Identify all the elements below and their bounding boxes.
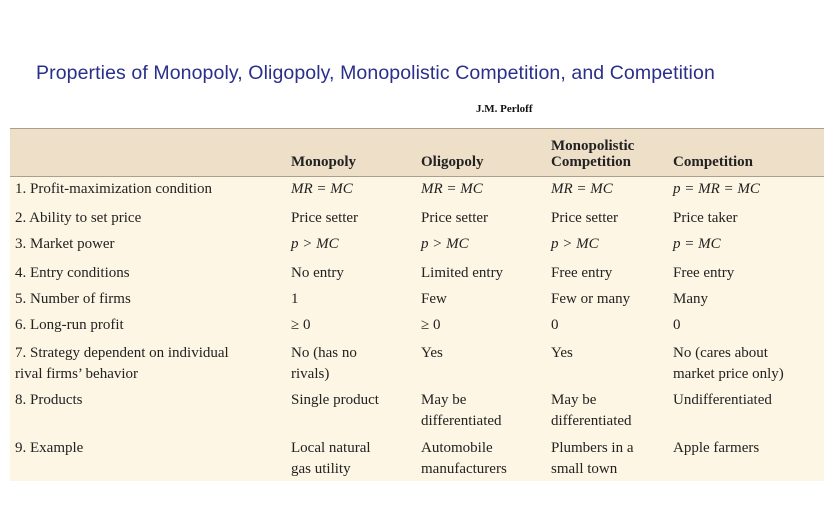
competition-value: p = MC bbox=[673, 236, 721, 252]
oligopoly-value: MR = MC bbox=[421, 181, 483, 197]
header-monopoly: Monopoly bbox=[291, 154, 357, 170]
header-competition: Competition bbox=[673, 154, 753, 170]
comparison-table bbox=[10, 128, 824, 481]
competition-value: Undifferentiated bbox=[673, 392, 772, 408]
oligopoly-value: Yes bbox=[421, 345, 443, 361]
table-header bbox=[10, 128, 824, 177]
monopoly-value: ≥ 0 bbox=[291, 317, 311, 333]
monopolistic-competition-value: May be differentiated bbox=[551, 392, 632, 429]
monopoly-value: p > MC bbox=[291, 236, 339, 252]
row-label: 6. Long-run profit bbox=[15, 317, 124, 333]
monopolistic-competition-value: MR = MC bbox=[551, 181, 613, 197]
competition-value: Many bbox=[673, 291, 708, 307]
monopoly-value: 1 bbox=[291, 291, 299, 307]
oligopoly-value: May be differentiated bbox=[421, 392, 502, 429]
row-label: 7. Strategy dependent on individual rival firms’ behavior bbox=[15, 345, 229, 382]
competition-value: No (cares about market price only) bbox=[673, 345, 784, 382]
monopoly-value: MR = MC bbox=[291, 181, 353, 197]
competition-value: Apple farmers bbox=[673, 440, 760, 456]
monopolistic-competition-value: Free entry bbox=[551, 265, 613, 281]
row-label: 9. Example bbox=[15, 440, 84, 456]
oligopoly-value: Price setter bbox=[421, 210, 489, 226]
oligopoly-value: p > MC bbox=[421, 236, 469, 252]
competition-value: 0 bbox=[673, 317, 681, 333]
monopoly-value: Price setter bbox=[291, 210, 359, 226]
monopolistic-competition-value: Few or many bbox=[551, 291, 631, 307]
monopolistic-competition-value: Price setter bbox=[551, 210, 619, 226]
oligopoly-value: Few bbox=[421, 291, 447, 307]
monopoly-value: Local natural gas utility bbox=[291, 440, 371, 477]
competition-value: p = MR = MC bbox=[673, 181, 760, 197]
oligopoly-value: Automobile manufacturers bbox=[421, 440, 507, 477]
monopolistic-competition-value: 0 bbox=[551, 317, 559, 333]
row-label: 3. Market power bbox=[15, 236, 115, 252]
row-label: 4. Entry conditions bbox=[15, 265, 130, 281]
oligopoly-value: ≥ 0 bbox=[421, 317, 441, 333]
monopolistic-competition-value: Yes bbox=[551, 345, 573, 361]
competition-value: Price taker bbox=[673, 210, 738, 226]
monopoly-value: No entry bbox=[291, 265, 344, 281]
competition-value: Free entry bbox=[673, 265, 735, 281]
row-label: 8. Products bbox=[15, 392, 83, 408]
header-monopolistic-competition: Monopolistic Competition bbox=[551, 138, 635, 170]
monopolistic-competition-value: Plumbers in a small town bbox=[551, 440, 634, 477]
oligopoly-value: Limited entry bbox=[421, 265, 504, 281]
row-label: 2. Ability to set price bbox=[15, 210, 142, 226]
header-oligopoly: Oligopoly bbox=[421, 154, 484, 170]
page-title: Properties of Monopoly, Oligopoly, Monopolistic Competition, and Competition bbox=[36, 62, 715, 84]
monopoly-value: No (has no rivals) bbox=[291, 345, 357, 382]
monopolistic-competition-value: p > MC bbox=[551, 236, 599, 252]
row-label: 1. Profit-maximization condition bbox=[15, 181, 213, 197]
monopoly-value: Single product bbox=[291, 392, 379, 408]
author-credit: J.M. Perloff bbox=[476, 103, 533, 115]
row-label: 5. Number of firms bbox=[15, 291, 131, 307]
